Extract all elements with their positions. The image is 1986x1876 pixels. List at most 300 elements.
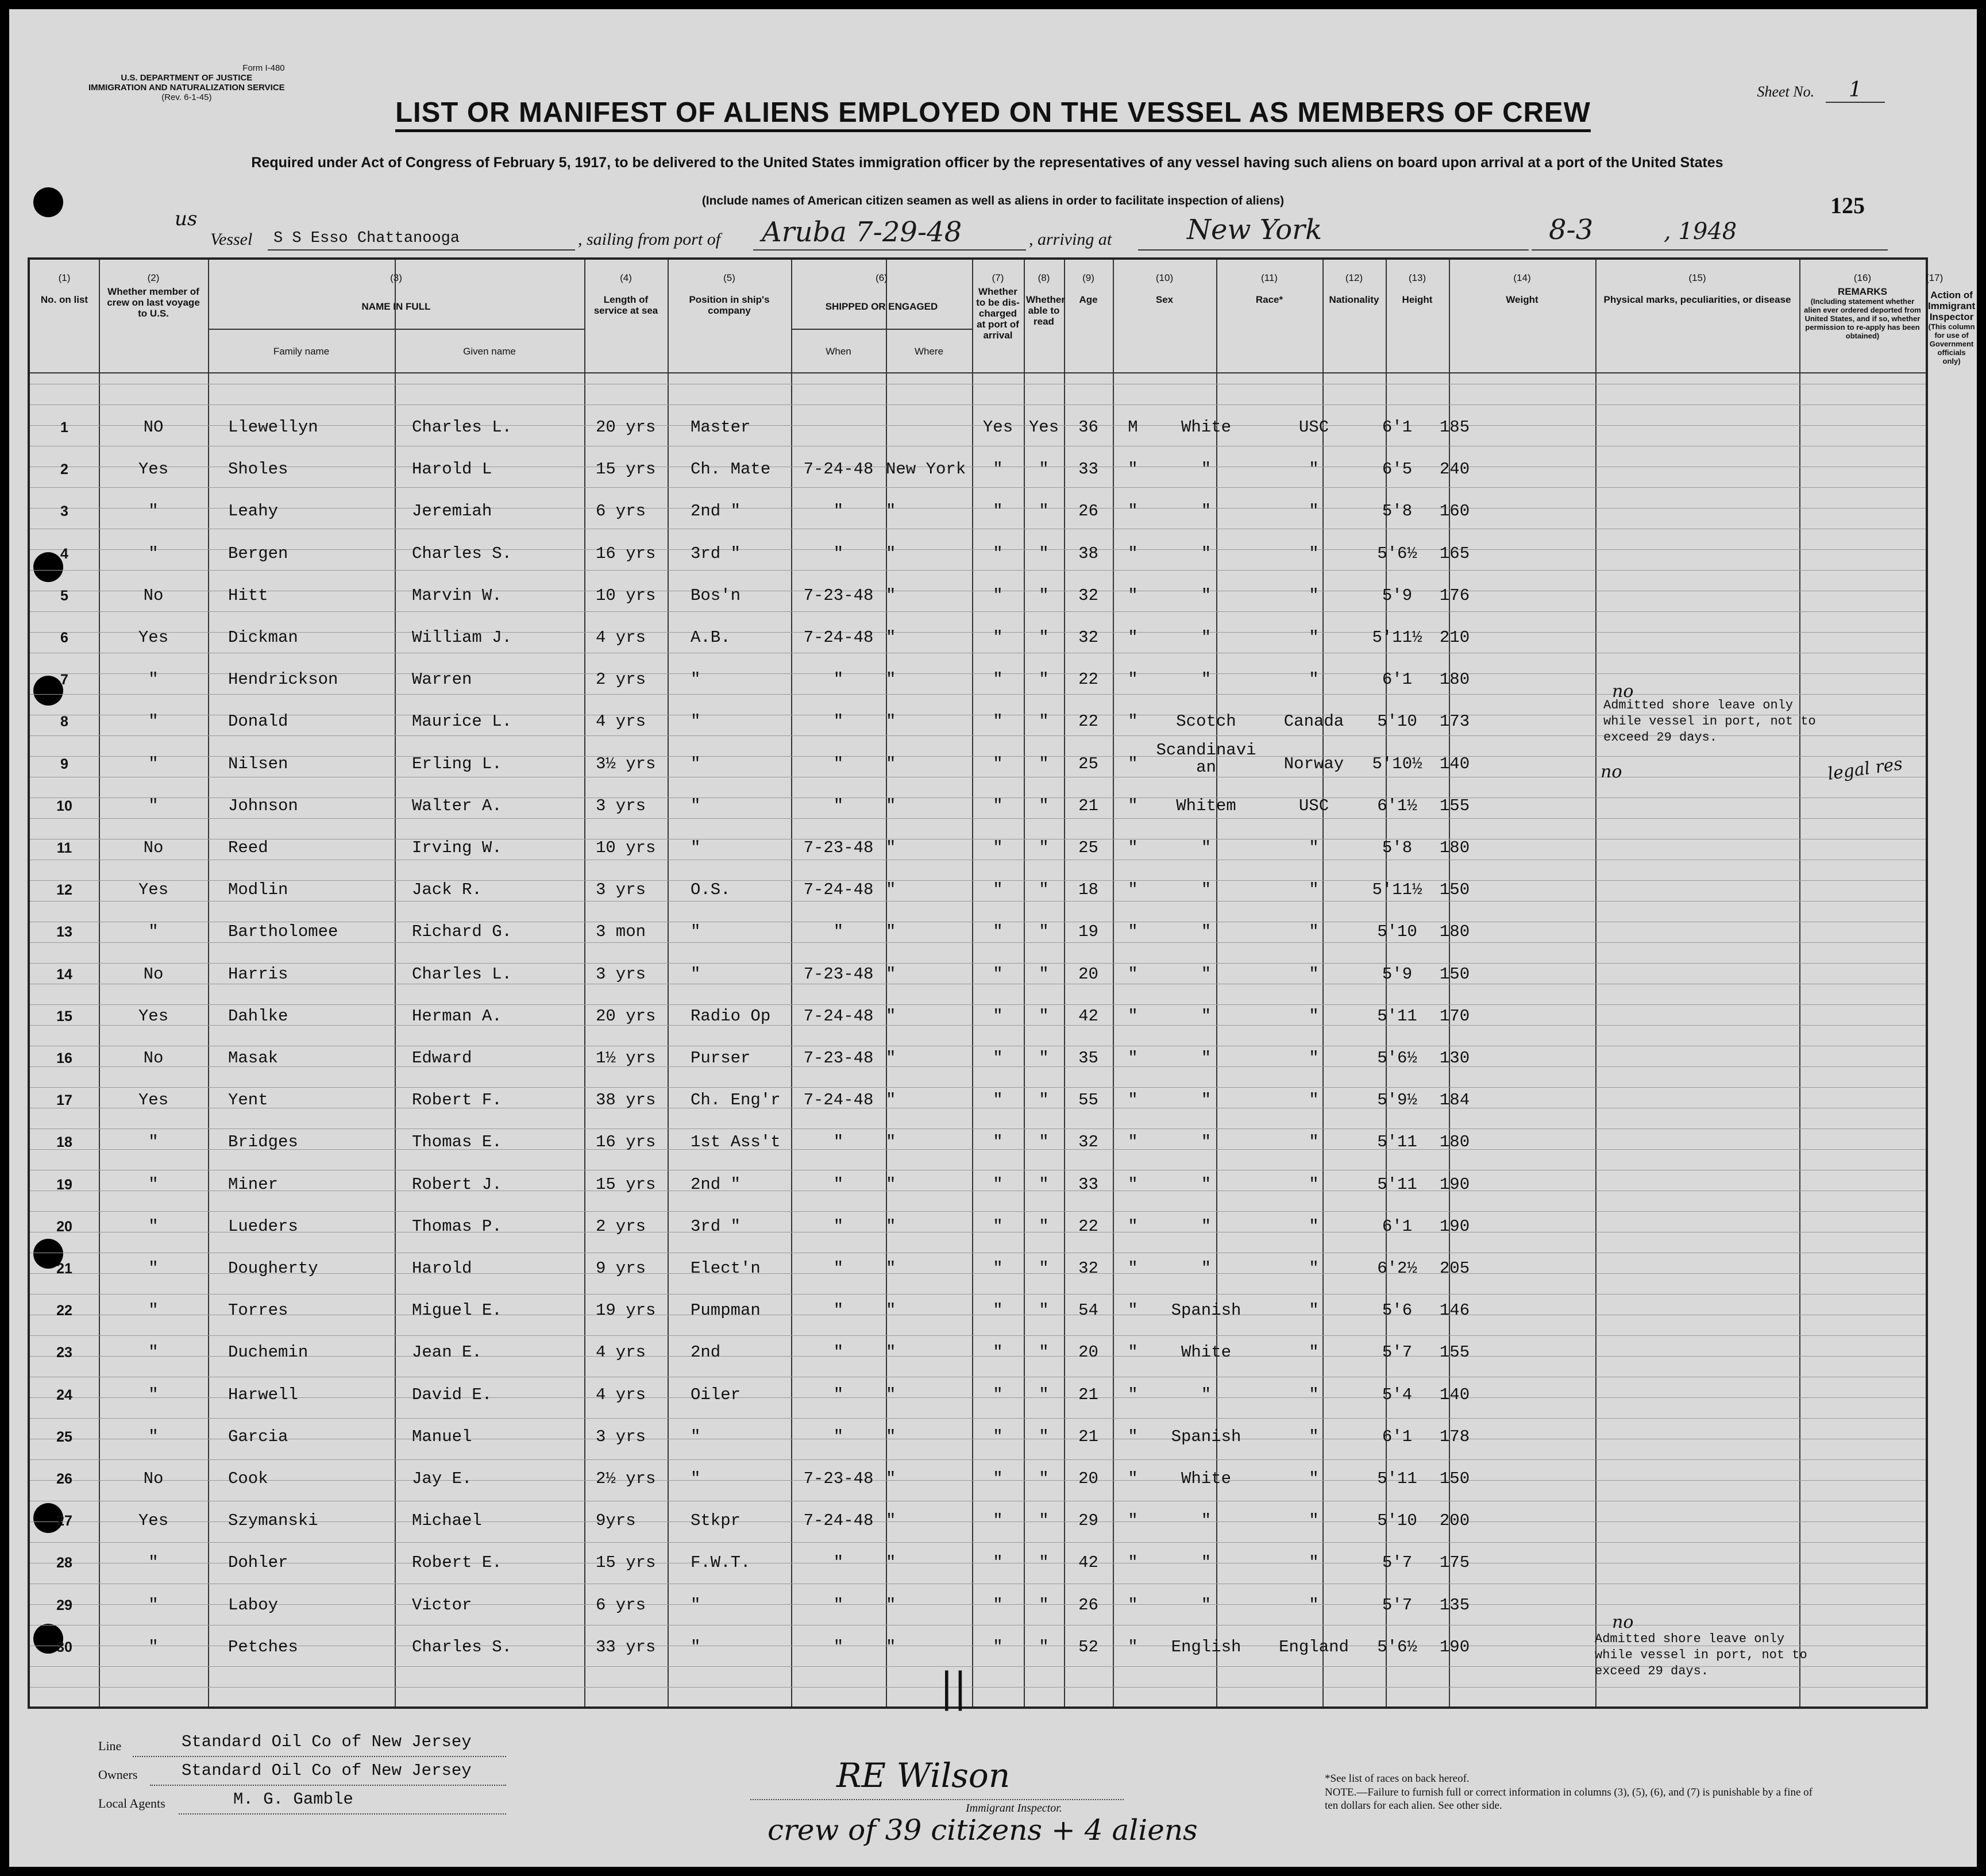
cell-disch: " xyxy=(993,1049,1003,1068)
cell-disch: " xyxy=(993,670,1003,689)
cell-prev: No xyxy=(143,1469,164,1488)
cell-height: 5'9 xyxy=(1382,585,1413,605)
cell-when: " xyxy=(833,1595,844,1615)
arriving-label: , arriving at xyxy=(1029,230,1112,249)
cell-age: 42 xyxy=(1078,1006,1098,1026)
cell-when: " xyxy=(833,1132,844,1152)
cell-height: 5'10½ xyxy=(1372,754,1422,773)
cell-read: " xyxy=(1039,796,1049,815)
cell-family: Leahy xyxy=(228,502,279,521)
column-header-12: Nationality xyxy=(1329,294,1379,305)
ruled-line xyxy=(30,1211,1926,1212)
cell-family: Hendrickson xyxy=(228,670,338,689)
cell-when: 7-24-48 xyxy=(803,1006,874,1026)
cell-disch: " xyxy=(993,796,1003,815)
cell-sex: " xyxy=(1128,502,1138,521)
cell-position: 2nd xyxy=(691,1343,721,1362)
cell-service: 15 yrs xyxy=(596,1174,656,1194)
cell-family: Miner xyxy=(228,1174,279,1194)
ruled-line xyxy=(30,570,1926,571)
column-number: (5) xyxy=(723,272,735,283)
ruled-line xyxy=(30,694,1926,695)
header-divider xyxy=(791,329,972,330)
ruled-line xyxy=(30,1459,1926,1460)
cell-height: 5'11½ xyxy=(1372,628,1422,647)
vessel-line xyxy=(210,214,1879,255)
cell-age: 32 xyxy=(1078,1259,1098,1278)
ruled-line xyxy=(30,901,1926,902)
cell-no: 28 xyxy=(56,1555,72,1571)
cell-when: " xyxy=(833,1301,844,1320)
sailing-label: , sailing from port of xyxy=(578,230,721,249)
cell-read: " xyxy=(1039,1301,1049,1320)
cell-height: 5'7 xyxy=(1382,1595,1413,1615)
cell-where: " xyxy=(886,964,896,984)
cell-weight: 165 xyxy=(1439,544,1470,563)
cell-age: 55 xyxy=(1078,1091,1098,1110)
column-number: (3) xyxy=(390,272,402,283)
cell-nat: " xyxy=(1309,1049,1319,1068)
cell-when: 7-24-48 xyxy=(803,628,874,647)
cell-sex: " xyxy=(1128,1049,1138,1068)
cell-read: " xyxy=(1039,1469,1049,1488)
cell-no: 18 xyxy=(56,1134,72,1151)
races-note: *See list of races on back hereof. xyxy=(1325,1773,1470,1785)
cell-service: 19 yrs xyxy=(596,1301,656,1320)
cell-prev: " xyxy=(148,922,159,942)
cell-where: " xyxy=(886,922,896,942)
cell-weight: 170 xyxy=(1439,1006,1470,1026)
cell-given: Warren xyxy=(412,670,472,689)
cell-age: 20 xyxy=(1078,964,1098,984)
cell-race: Spanish xyxy=(1171,1427,1241,1446)
cell-race: " xyxy=(1201,544,1212,563)
cell-position: Radio Op xyxy=(691,1006,771,1026)
cell-service: 4 yrs xyxy=(596,1385,646,1404)
crew-count-note: crew of 39 citizens + 4 aliens xyxy=(768,1813,1198,1847)
cell-height: 6'1 xyxy=(1382,1427,1413,1446)
inspector-action-9: legal res xyxy=(1826,754,1904,784)
cell-given: Edward xyxy=(412,1049,472,1068)
cell-sex: " xyxy=(1128,1385,1138,1404)
cell-read: " xyxy=(1039,585,1049,605)
arrival-year: , 1948 xyxy=(1664,218,1737,245)
margin-mark: us xyxy=(175,207,198,230)
when-header: When xyxy=(826,346,851,357)
header-divider xyxy=(208,329,584,330)
column-header-16: REMARKS (Including statement whether alien ever ordered deported from United States, and if so, whether permission to re-apply has been obtained) xyxy=(1802,286,1923,340)
cell-sex: " xyxy=(1128,1553,1138,1573)
cell-height: 5'11 xyxy=(1377,1006,1417,1026)
cell-race: White xyxy=(1181,1343,1231,1362)
cell-nat: " xyxy=(1309,1132,1319,1152)
column-number: (9) xyxy=(1082,272,1094,283)
cell-no: 23 xyxy=(56,1345,72,1361)
cell-given: Maurice L. xyxy=(412,712,512,731)
cell-age: 22 xyxy=(1078,1216,1098,1236)
cell-prev: " xyxy=(148,754,159,773)
cell-race: Scotch xyxy=(1176,712,1236,731)
cell-sex: " xyxy=(1128,670,1138,689)
cell-position: " xyxy=(691,712,701,731)
cell-given: Jack R. xyxy=(412,880,482,900)
cell-read: " xyxy=(1039,1091,1049,1110)
cell-where: " xyxy=(886,712,896,731)
cell-no: 20 xyxy=(56,1218,72,1235)
cell-service: 2½ yrs xyxy=(596,1469,656,1488)
cell-sex: " xyxy=(1128,838,1138,857)
cell-where: " xyxy=(886,1469,896,1488)
cell-sex: " xyxy=(1128,1216,1138,1236)
cell-race: " xyxy=(1201,460,1212,479)
cell-read: " xyxy=(1039,628,1049,647)
cell-service: 10 yrs xyxy=(596,585,656,605)
cell-race: Scandinavian xyxy=(1156,740,1256,777)
cell-service: 3 yrs xyxy=(596,880,646,900)
cell-position: Purser xyxy=(691,1049,751,1068)
cell-disch: " xyxy=(993,1006,1003,1026)
cell-nat: " xyxy=(1309,1469,1319,1488)
cell-family: Bartholomee xyxy=(228,922,338,942)
agents-label: Local Agents xyxy=(98,1796,165,1810)
cell-service: 4 yrs xyxy=(596,712,646,731)
ruled-line xyxy=(30,1128,1926,1129)
cell-height: 6'5 xyxy=(1382,460,1413,479)
cell-weight: 146 xyxy=(1439,1301,1470,1320)
cell-height: 5'11 xyxy=(1377,1174,1417,1194)
cell-race: " xyxy=(1201,1132,1212,1152)
cell-race: " xyxy=(1201,922,1212,942)
cell-height: 5'7 xyxy=(1382,1343,1413,1362)
column-header-15: Physical marks, peculiarities, or disease xyxy=(1603,294,1791,305)
cell-sex: " xyxy=(1128,1343,1138,1362)
cell-height: 5'11 xyxy=(1377,1132,1417,1152)
cell-sex: " xyxy=(1128,1006,1138,1026)
cell-family: Lueders xyxy=(228,1216,298,1236)
cell-prev: " xyxy=(148,1385,159,1404)
cell-read: " xyxy=(1039,1259,1049,1278)
cell-sex: " xyxy=(1128,1427,1138,1446)
cell-nat: " xyxy=(1309,1385,1319,1404)
cell-weight: 184 xyxy=(1439,1091,1470,1110)
cell-sex: " xyxy=(1128,754,1138,773)
cell-weight: 140 xyxy=(1439,1385,1470,1404)
cell-family: Sholes xyxy=(228,460,288,479)
cell-where: " xyxy=(886,502,896,521)
cell-prev: " xyxy=(148,1259,159,1278)
cell-position: 2nd " xyxy=(691,1174,741,1194)
cell-family: Harwell xyxy=(228,1385,298,1404)
column-divider xyxy=(1595,260,1596,1706)
cell-no: 15 xyxy=(56,1008,72,1024)
column-divider xyxy=(584,260,585,1706)
cell-age: 35 xyxy=(1078,1049,1098,1068)
cell-disch: " xyxy=(993,460,1003,479)
cell-no: 12 xyxy=(56,882,72,899)
cell-service: 38 yrs xyxy=(596,1091,656,1110)
column-divider xyxy=(1799,260,1800,1706)
cell-where: " xyxy=(886,1301,896,1320)
cell-service: 2 yrs xyxy=(596,1216,646,1236)
cell-read: " xyxy=(1039,1637,1049,1657)
cell-height: 6'1 xyxy=(1382,1216,1413,1236)
remarks-subheader: (Including statement whether alien ever ordered deported from United States, and if so, whether permission to re-apply has been obtained) xyxy=(1804,297,1921,340)
cell-service: 20 yrs xyxy=(596,1006,656,1026)
remark-hand-30: no xyxy=(1612,1612,1634,1632)
cell-given: Erling L. xyxy=(412,754,502,773)
cell-nat: " xyxy=(1309,1595,1319,1615)
cell-read: " xyxy=(1039,1553,1049,1573)
column-number: (6) xyxy=(876,272,888,283)
cell-age: 25 xyxy=(1078,838,1098,857)
cell-sex: " xyxy=(1128,922,1138,942)
cell-nat: " xyxy=(1309,880,1319,900)
cell-prev: Yes xyxy=(138,460,169,479)
cell-read: " xyxy=(1039,712,1049,731)
cell-prev: " xyxy=(148,1216,159,1236)
cell-race: " xyxy=(1201,1091,1212,1110)
cell-where: " xyxy=(886,1049,896,1068)
cell-prev: " xyxy=(148,1595,159,1615)
column-header-1: No. on list xyxy=(40,294,88,305)
cell-family: Donald xyxy=(228,712,288,731)
cell-weight: 180 xyxy=(1439,838,1470,857)
cell-race: " xyxy=(1201,628,1212,647)
cell-given: Robert E. xyxy=(412,1553,502,1573)
cell-weight: 140 xyxy=(1439,754,1470,773)
cell-no: 24 xyxy=(56,1386,72,1403)
cell-height: 5'9½ xyxy=(1377,1091,1417,1110)
cell-where: " xyxy=(886,754,896,773)
cell-position: Pumpman xyxy=(691,1301,761,1320)
cell-family: Nilsen xyxy=(228,754,288,773)
cell-age: 20 xyxy=(1078,1469,1098,1488)
cell-disch: " xyxy=(993,1174,1003,1194)
cell-prev: " xyxy=(148,1637,159,1657)
cell-position: 3rd " xyxy=(691,544,741,563)
cell-position: O.S. xyxy=(691,880,731,900)
cell-service: 3 mon xyxy=(596,922,646,942)
cell-disch: " xyxy=(993,880,1003,900)
cell-no: 8 xyxy=(60,714,68,730)
cell-family: Dickman xyxy=(228,628,298,647)
cell-sex: " xyxy=(1128,585,1138,605)
cell-nat: USC xyxy=(1298,418,1329,437)
cell-weight: 180 xyxy=(1439,670,1470,689)
cell-age: 42 xyxy=(1078,1553,1098,1573)
cell-when: 7-23-48 xyxy=(803,585,874,605)
inspector-label: Immigrant Inspector. xyxy=(966,1802,1062,1815)
cell-disch: " xyxy=(993,1216,1003,1236)
cell-given: William J. xyxy=(412,628,512,647)
cell-prev: No xyxy=(143,964,164,984)
cell-when: " xyxy=(833,1259,844,1278)
cell-position: " xyxy=(691,922,701,942)
cell-race: " xyxy=(1201,880,1212,900)
form-revision: (Rev. 6-1-45) xyxy=(161,93,212,102)
cell-position: A.B. xyxy=(691,628,731,647)
cell-race: " xyxy=(1201,585,1212,605)
cell-no: 4 xyxy=(60,545,68,562)
cell-given: Herman A. xyxy=(412,1006,502,1026)
cell-prev: " xyxy=(148,544,159,563)
cell-race: Whitem xyxy=(1176,796,1236,815)
cell-read: " xyxy=(1039,964,1049,984)
cell-weight: 190 xyxy=(1439,1174,1470,1194)
cell-given: Charles S. xyxy=(412,1637,512,1657)
cell-where: " xyxy=(886,1637,896,1657)
cell-family: Reed xyxy=(228,838,268,857)
cell-no: 11 xyxy=(56,840,72,856)
cell-weight: 185 xyxy=(1439,418,1470,437)
cell-prev: " xyxy=(148,796,159,815)
cell-disch: " xyxy=(993,1343,1003,1362)
cell-nat: " xyxy=(1309,585,1319,605)
cell-read: " xyxy=(1039,838,1049,857)
cell-given: Harold xyxy=(412,1259,472,1278)
cell-height: 6'2½ xyxy=(1377,1259,1417,1278)
cell-disch: " xyxy=(993,1301,1003,1320)
cell-nat: " xyxy=(1309,1216,1319,1236)
cell-no: 25 xyxy=(56,1428,72,1445)
remark-line: exceed 29 days. xyxy=(1603,730,1718,745)
cell-service: 16 yrs xyxy=(596,544,656,563)
cell-service: 6 yrs xyxy=(596,1595,646,1615)
cell-position: " xyxy=(691,754,701,773)
cell-position: " xyxy=(691,1427,701,1446)
column-number: (17) xyxy=(1926,272,1943,283)
cell-read: " xyxy=(1039,1216,1049,1236)
cell-where: " xyxy=(886,1006,896,1026)
cell-height: 5'6½ xyxy=(1377,1049,1417,1068)
cell-nat: " xyxy=(1309,1511,1319,1531)
header-divider xyxy=(30,372,1926,373)
cell-age: 19 xyxy=(1078,922,1098,942)
cell-nat: " xyxy=(1309,1553,1319,1573)
cell-no: 1 xyxy=(60,419,68,436)
service-name: IMMIGRATION AND NATURALIZATION SERVICE xyxy=(88,83,285,93)
cell-prev: Yes xyxy=(138,880,169,900)
cell-when: " xyxy=(833,1553,844,1573)
cell-no: 2 xyxy=(60,461,68,478)
cell-given: Jay E. xyxy=(412,1469,472,1488)
cell-prev: " xyxy=(148,502,159,521)
cell-race: " xyxy=(1201,670,1212,689)
cell-nat: USC xyxy=(1298,796,1329,815)
cell-nat: " xyxy=(1309,1091,1319,1110)
cell-sex: " xyxy=(1128,796,1138,815)
remark-line: while vessel in port, not to xyxy=(1603,714,1816,729)
cell-service: 4 yrs xyxy=(596,628,646,647)
cell-position: Stkpr xyxy=(691,1511,741,1531)
ruled-line xyxy=(30,1687,1926,1688)
column-number: (11) xyxy=(1261,272,1278,283)
cell-no: 30 xyxy=(56,1639,72,1655)
legal-requirement: Required under Act of Congress of February 5, 1917, to be delivered to the United States immigration officer by the representatives of any vessel having such aliens on board upon arrival at a port of the United States xyxy=(251,155,1723,171)
cell-sex: " xyxy=(1128,1259,1138,1278)
cell-family: Johnson xyxy=(228,796,298,815)
agents-value: M. G. Gamble xyxy=(233,1790,353,1809)
cell-position: " xyxy=(691,1469,701,1488)
cell-position: Oiler xyxy=(691,1385,741,1404)
ruled-line xyxy=(30,818,1926,819)
cell-position: " xyxy=(691,964,701,984)
cell-race: " xyxy=(1201,1553,1212,1573)
vessel-name: S S Esso Chattanooga xyxy=(273,230,460,247)
column-header-3: NAME IN FULL xyxy=(361,301,431,312)
cell-family: Bridges xyxy=(228,1132,298,1152)
cell-weight: 130 xyxy=(1439,1049,1470,1068)
cell-family: Laboy xyxy=(228,1595,279,1615)
sheet-label: Sheet No. xyxy=(1757,83,1815,100)
cell-given: Manuel xyxy=(412,1427,472,1446)
column-header-10: Sex xyxy=(1155,294,1174,305)
column-number: (1) xyxy=(58,272,71,283)
cell-nat: " xyxy=(1309,460,1319,479)
column-number: (4) xyxy=(620,272,632,283)
cell-no: 17 xyxy=(56,1092,72,1109)
remark-hand-8: no xyxy=(1612,681,1634,702)
cell-prev: " xyxy=(148,1301,159,1320)
cell-when: 7-24-48 xyxy=(803,1091,874,1110)
cell-where: " xyxy=(886,1174,896,1194)
cell-family: Cook xyxy=(228,1469,268,1488)
cell-no: 16 xyxy=(56,1050,72,1066)
cell-service: 33 yrs xyxy=(596,1637,656,1657)
cell-no: 14 xyxy=(56,966,72,983)
cell-read: " xyxy=(1039,1174,1049,1194)
cell-given: Charles L. xyxy=(412,418,512,437)
cell-family: Petches xyxy=(228,1637,298,1657)
cell-disch: Yes xyxy=(982,418,1013,437)
cell-nat: " xyxy=(1309,1301,1319,1320)
cell-given: Thomas E. xyxy=(412,1132,502,1152)
ruled-line xyxy=(30,487,1926,488)
cell-height: 5'8 xyxy=(1382,502,1413,521)
cell-family: Bergen xyxy=(228,544,288,563)
title-text: LIST OR MANIFEST OF ALIENS EMPLOYED ON THE VESSEL AS MEMBERS OF CREW xyxy=(395,97,1591,132)
column-number: (8) xyxy=(1038,272,1050,283)
cell-service: 6 yrs xyxy=(596,502,646,521)
department-name: U.S. DEPARTMENT OF JUSTICE xyxy=(121,73,253,83)
cell-weight: 178 xyxy=(1439,1427,1470,1446)
ruled-line xyxy=(30,1004,1926,1005)
cell-read: " xyxy=(1039,502,1049,521)
column-number: (10) xyxy=(1155,272,1174,283)
cell-no: 27 xyxy=(56,1513,72,1530)
cell-family: Dougherty xyxy=(228,1259,318,1278)
cell-height: 5'11½ xyxy=(1372,880,1422,900)
cell-sex: " xyxy=(1128,712,1138,731)
cell-height: 5'6 xyxy=(1382,1301,1413,1320)
cell-no: 19 xyxy=(56,1176,72,1193)
cell-family: Llewellyn xyxy=(228,418,318,437)
cell-position: 3rd " xyxy=(691,1216,741,1236)
action-subheader: (This column for use of Government officials only) xyxy=(1928,322,1975,365)
tally-mark: || xyxy=(940,1664,967,1711)
cell-disch: " xyxy=(993,1427,1003,1446)
stamp-number: 125 xyxy=(1830,192,1865,218)
remark-line: while vessel in port, not to xyxy=(1595,1648,1807,1662)
cell-where: " xyxy=(886,1553,896,1573)
cell-height: 5'6½ xyxy=(1377,544,1417,563)
cell-read: " xyxy=(1039,1343,1049,1362)
penalty-note: NOTE.—Failure to furnish full or correct information in columns (3), (5), (6), and (7) is punishable by a fine of ten dollars for each alien. See other side. xyxy=(1325,1786,1813,1812)
cell-race: " xyxy=(1201,1595,1212,1615)
cell-no: 6 xyxy=(60,630,68,646)
cell-height: 5'9 xyxy=(1382,964,1413,984)
column-number: (15) xyxy=(1688,272,1706,283)
